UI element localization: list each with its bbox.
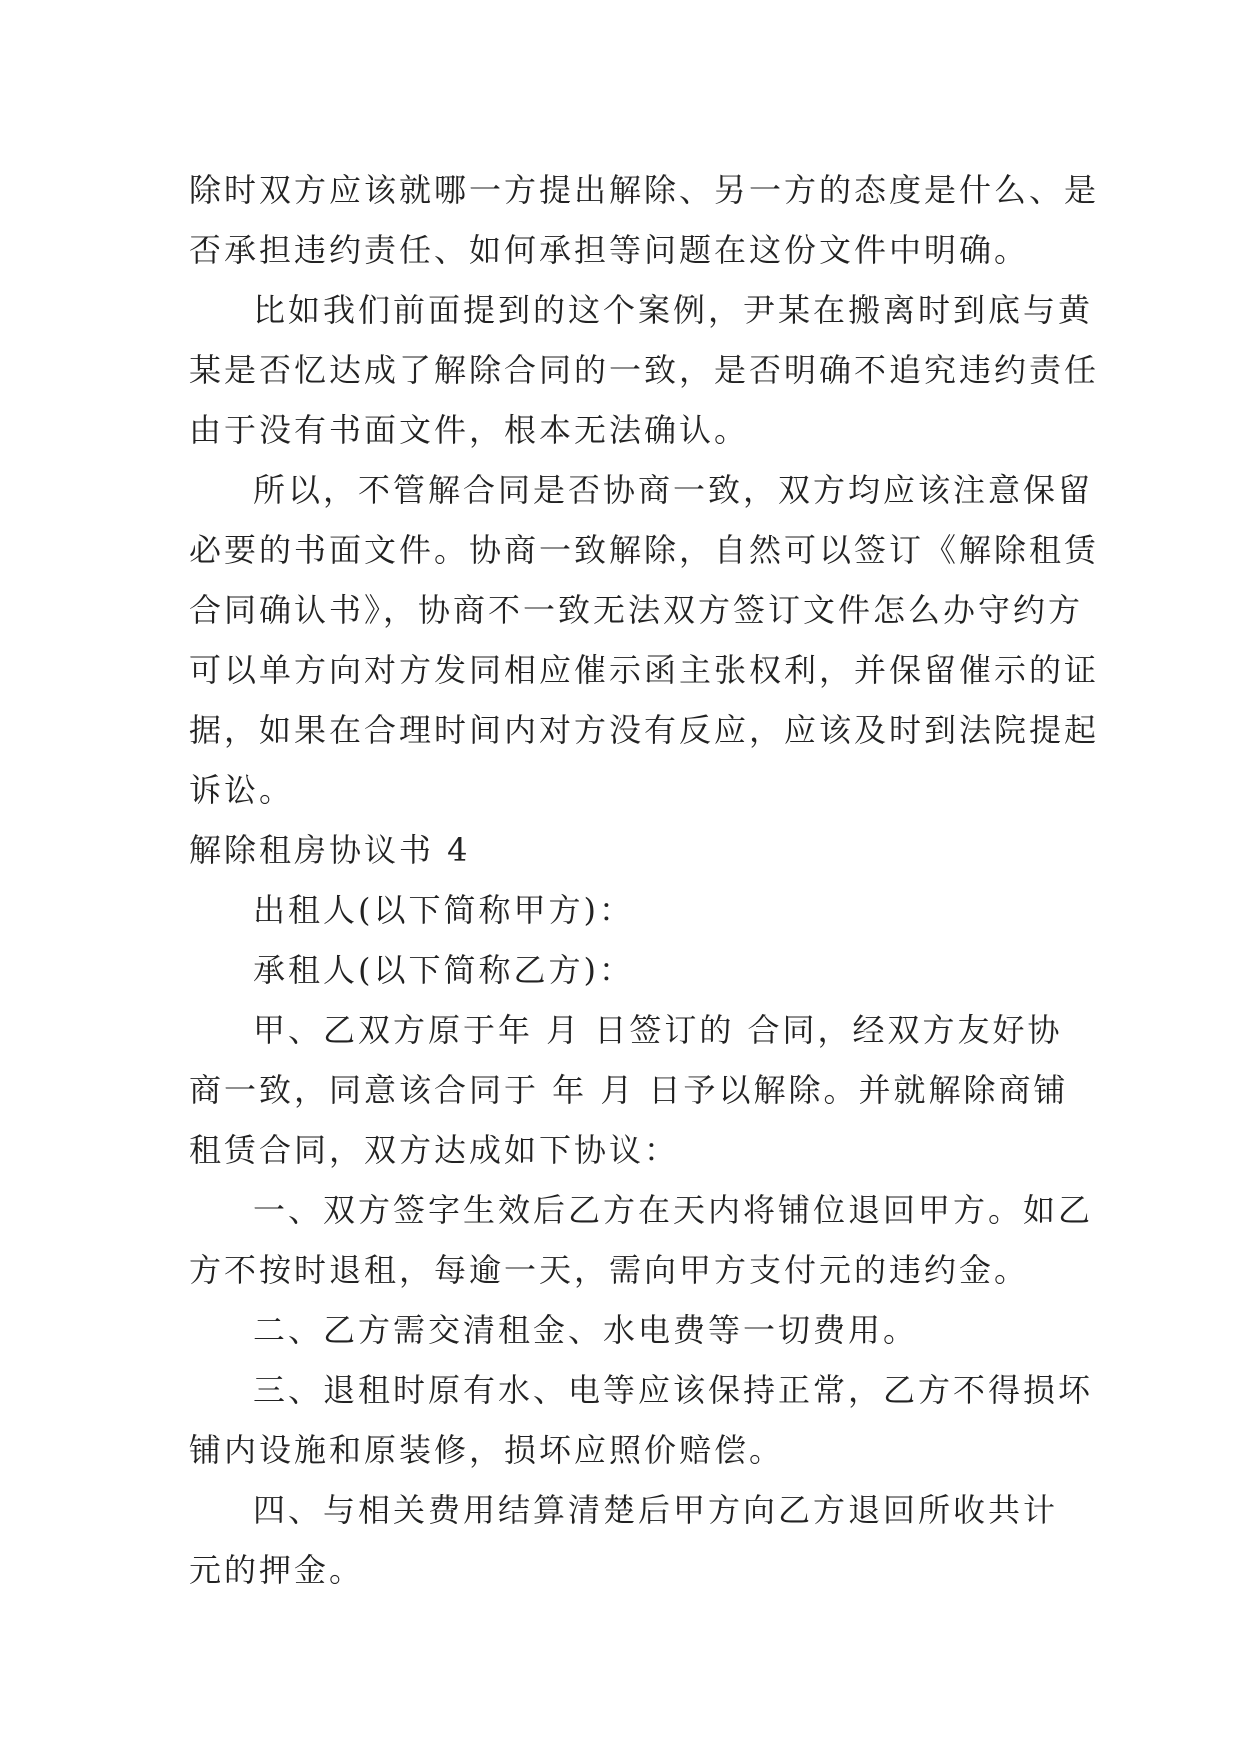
document-line: 某是否忆达成了解除合同的一致，是否明确不追究违约责任	[189, 351, 1100, 389]
document-line: 据，如果在合理时间内对方没有反应，应该及时到法院提起	[189, 711, 1100, 749]
document-body	[189, 160, 1100, 1600]
document-line: 除时双方应该就哪一方提出解除、另一方的态度是什么、是	[189, 171, 1100, 209]
document-line: 一、双方签字生效后乙方在天内将铺位退回甲方。如乙	[253, 1191, 1094, 1229]
document-line: 出租人(以下简称甲方)：	[253, 891, 634, 929]
document-line: 甲、乙双方原于年 月 日签订的 合同，经双方友好协	[253, 1011, 1063, 1049]
document-line: 二、乙方需交清租金、水电费等一切费用。	[253, 1311, 919, 1349]
document-line: 租赁合同，双方达成如下协议：	[189, 1131, 680, 1169]
document-line: 可以单方向对方发同相应催示函主张权利，并保留催示的证	[189, 651, 1100, 689]
document-line: 由于没有书面文件，根本无法确认。	[189, 411, 750, 449]
document-line: 合同确认书》，协商不一致无法双方签订文件怎么办守约方	[189, 591, 1084, 629]
document-line: 诉讼。	[189, 771, 295, 809]
document-line: 方不按时退租，每逾一天，需向甲方支付元的违约金。	[189, 1251, 1030, 1289]
document-line: 必要的书面文件。协商一致解除，自然可以签订《解除租赁	[189, 531, 1100, 569]
document-line: 三、退租时原有水、电等应该保持正常，乙方不得损坏	[253, 1371, 1094, 1409]
document-line: 比如我们前面提到的这个案例，尹某在搬离时到底与黄	[253, 291, 1094, 329]
document-line: 否承担违约责任、如何承担等问题在这份文件中明确。	[189, 231, 1030, 269]
document-line: 解除租房协议书 4	[189, 831, 471, 869]
document-line: 承租人(以下简称乙方)：	[253, 951, 634, 989]
document-line: 四、与相关费用结算清楚后甲方向乙方退回所收共计	[253, 1491, 1059, 1529]
document-line: 铺内设施和原装修，损坏应照价赔偿。	[189, 1431, 785, 1469]
document-line: 商一致，同意该合同于 年 月 日予以解除。并就解除商铺	[189, 1071, 1069, 1109]
document-line: 元的押金。	[189, 1551, 365, 1589]
document-line: 所以，不管解合同是否协商一致，双方均应该注意保留	[253, 471, 1094, 509]
